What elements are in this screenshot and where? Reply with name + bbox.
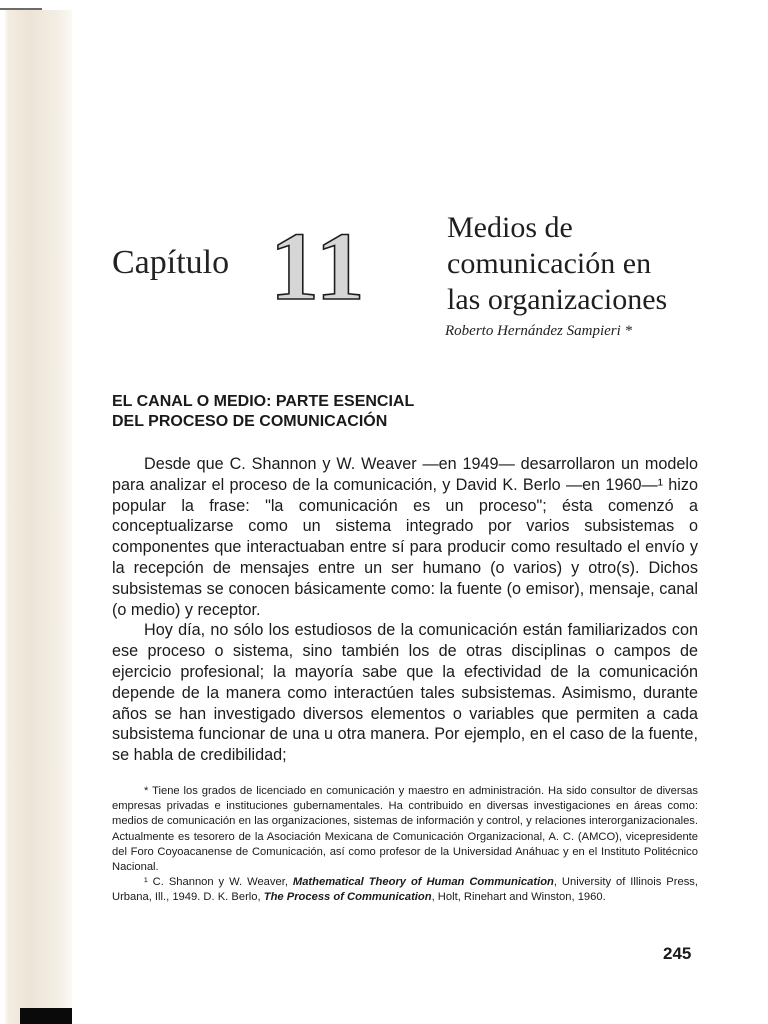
footnote-reference-1 (112, 875, 698, 905)
book-title: The Process of Communication (263, 891, 432, 904)
chapter-title-line: Medios de (447, 211, 573, 244)
chapter-title-line: comunicación en (447, 247, 652, 280)
binding-shadow-line (0, 8, 42, 10)
footnote-text: , University of Illinois Press, Urbana, Ill., 1949. D. K. Berlo, (112, 876, 699, 904)
chapter-author: Roberto Hernández Sampieri * (445, 323, 633, 339)
footnote-marker: ¹ (144, 876, 148, 889)
body-paragraph: Hoy día, no sólo los estudiosos de la comunicación están familiarizados con ese proceso o sistema, sino también los de otras disciplinas o campos de ejercicio profesional; la mayoría sabe que la efectividad de la comunicación depende de la manera como interactúen tales subsistemas. Asimismo, durante años se han investigado diversos elementos o variables que permiten a cada subsistema funcionar de una u otra manera. Por ejemplo, en el caso de la fuente, se habla de credibilidad; (112, 621, 698, 765)
book-binding-edge (0, 0, 72, 1024)
body-paragraph: Desde que C. Shannon y W. Weaver —en 1949— desarrollaron un modelo para analizar el proceso de la comunicación, y David K. Berlo —en 1960—¹ hizo popular la frase: "la comunicación es un proceso"; ésta comenzó a conceptualizarse como un sistema integrado por varios subsistemas o componentes que interactuaban entre sí para producir como resultado el envío y la recepción de mensajes entre un ser humano (o varios) y otro(s). Dichos subsistemas se conocen básicamente como: la fuente (o emisor), mensaje, canal (o medio) y receptor. (112, 455, 698, 619)
section-heading-line: EL CANAL O MEDIO: PARTE ESENCIAL (112, 393, 415, 410)
footnote-text: C. Shannon y W. Weaver, (147, 876, 293, 889)
chapter-title (447, 210, 747, 318)
chapter-title-line: las organizaciones (447, 283, 668, 316)
chapter-label: Capítulo (112, 244, 230, 281)
binding-bottom-shadow (20, 1008, 72, 1024)
footnote-text: , Holt, Rinehart and Winston, 1960. (431, 891, 606, 904)
body-text (112, 454, 698, 766)
page-number: 245 (663, 944, 692, 963)
footnote-author: * Tiene los grados de licenciado en comunicación y maestro en administración. Ha sido consultor de diversas empresas privadas e instituciones gubernamentales. Ha contribuido en diversas investigaciones en áreas como: medios de comunicación en las organizaciones, sistemas de información y control, y relaciones interorganizacionales. Actualmente es tesorero de la Asociación Mexicana de Comunicación Organizacional, A. C. (AMCO), vicepresidente del Foro Coyoacanense de Comunicación, así como profesor de la Universidad Anáhuac y en el Instituto Politécnico Nacional. (112, 785, 698, 874)
book-title: Mathematical Theory of Human Communication (292, 876, 554, 889)
chapter-number: 11 (270, 213, 367, 321)
footnotes (112, 784, 698, 906)
section-heading-line: DEL PROCESO DE COMUNICACIÓN (112, 413, 388, 430)
section-heading (112, 392, 414, 432)
